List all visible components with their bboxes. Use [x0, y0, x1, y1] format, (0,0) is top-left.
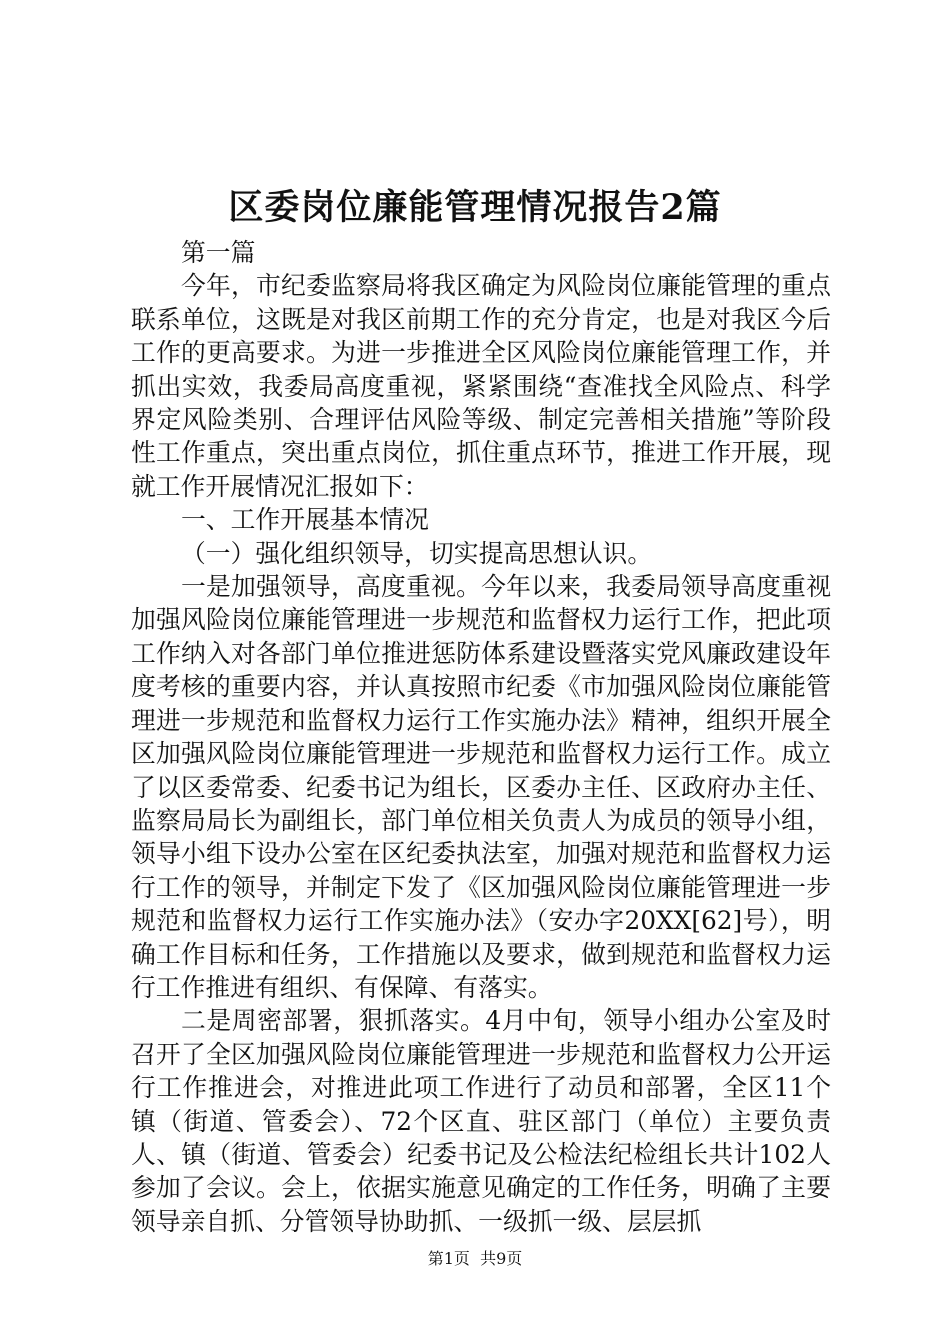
- document-title: 区委岗位廉能管理情况报告2篇: [228, 187, 722, 228]
- document-body: [131, 236, 831, 1238]
- page-footer: [0, 1247, 950, 1271]
- section-heading: 第一篇: [181, 238, 256, 267]
- page-total: 共9页: [480, 1249, 523, 1268]
- subsection-heading: （一）强化组织领导，切实提高思想认识。: [181, 538, 653, 568]
- paragraph: 今年，市纪委监察局将我区确定为风险岗位廉能管理的重点联系单位，这既是对我区前期工作的充分肯定，也是对我区今后工作的更高要求。为进一步推进全区风险岗位廉能管理工作，并抓出实效，我委局高度重视，紧紧围绕“查准找全风险点、科学界定风险类别、合理评估风险等级、制定完善相关措施”等阶段性工作重点，突出重点岗位，抓住重点环节，推进工作开展，现就工作开展情况汇报如下：: [131, 271, 831, 501]
- paragraph: 二是周密部署，狠抓落实。4月中旬，领导小组办公室及时召开了全区加强风险岗位廉能管理进一步规范和监督权力公开运行工作推进会，对推进此项工作进行了动员和部署，全区11个镇（街道、管委会）、72个区直、驻区部门（单位）主要负责人、镇（街道、管委会）纪委书记及公检法纪检组长共计102人参加了会议。会上，依据实施意见确定的工作任务，明确了主要领导亲自抓、分管领导协助抓、一级抓一级、层层抓: [131, 1006, 831, 1236]
- page-number: 第1页: [427, 1249, 470, 1268]
- section-heading: 一、工作开展基本情况: [181, 505, 429, 535]
- paragraph: 一是加强领导，高度重视。今年以来，我委局领导高度重视加强风险岗位廉能管理进一步规范和监督权力运行工作，把此项工作纳入对各部门单位推进惩防体系建设暨落实党风廉政建设年度考核的重要内容，并认真按照市纪委《市加强风险岗位廉能管理进一步规范和监督权力运行工作实施办法》精神，组织开展全区加强风险岗位廉能管理进一步规范和监督权力运行工作。成立了以区委常委、纪委书记为组长，区委办主任、区政府办主任、监察局局长为副组长，部门单位相关负责人为成员的领导小组，领导小组下设办公室在区纪委执法室，加强对规范和监督权力运行工作的领导，并制定下发了《区加强风险岗位廉能管理进一步规范和监督权力运行工作实施办法》（安办字20XX[62]号），明确工作目标和任务，工作措施以及要求，做到规范和监督权力运行工作推进有组织、有保障、有落实。: [131, 572, 831, 1002]
